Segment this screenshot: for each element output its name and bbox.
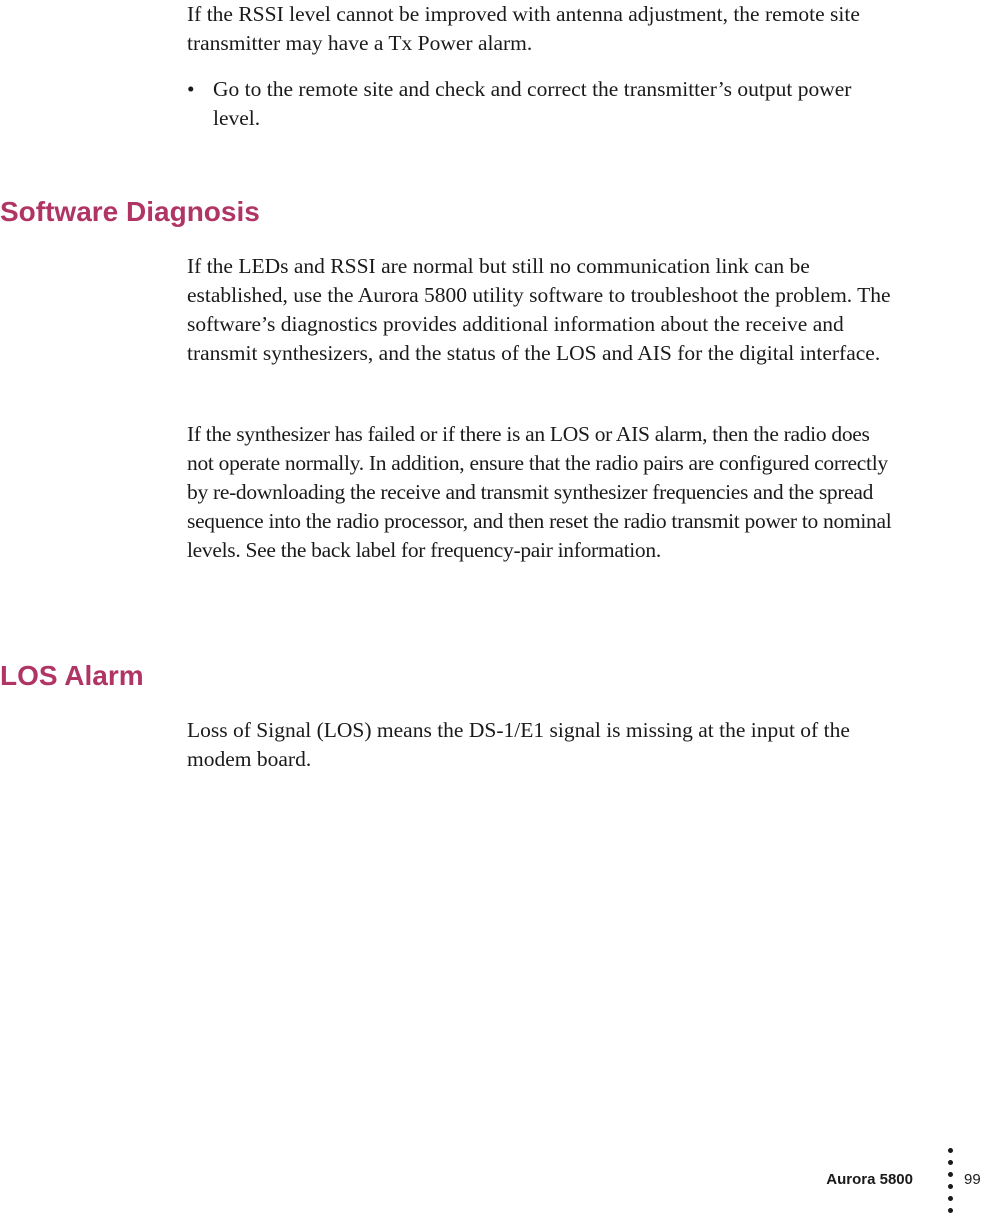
footer-page-number: 99 xyxy=(964,1171,981,1188)
intro-paragraph: If the RSSI level cannot be improved with antenna adjustment, the remote site transmitter may have a Tx Power alarm. xyxy=(187,2,860,55)
software-diagnosis-paragraph-1: If the LEDs and RSSI are normal but still no communication link can be established, use the Aurora 5800 utility software to troubleshoot the problem. The software’s diagnostics provides additional information about the receive and transmit synthesizers, and the status of the LOS and AIS for the digital interface. xyxy=(187,254,891,365)
bullet-mark: • xyxy=(187,77,195,101)
intro-bullet-item xyxy=(187,75,899,133)
bullet-text: Go to the remote site and check and correct the transmitter’s output power level. xyxy=(213,77,852,130)
software-diagnosis-heading: Software Diagnosis xyxy=(0,196,260,227)
footer-dot-leader xyxy=(948,1148,954,1220)
los-alarm-paragraph: Loss of Signal (LOS) means the DS-1/E1 signal is missing at the input of the modem board. xyxy=(187,718,850,771)
software-diagnosis-paragraph-2: If the synthesizer has failed or if there is an LOS or AIS alarm, then the radio does not operate normally. In addition, ensure that the radio pairs are configured correctly by re-downloading the receive and transmit synthesizer frequencies and the spread sequence into the radio processor, and then reset the radio transmit power to nominal levels. See the back label for frequency-pair information. xyxy=(187,422,892,562)
footer-document-title: Aurora 5800 xyxy=(826,1171,913,1188)
los-alarm-heading: LOS Alarm xyxy=(0,660,144,691)
